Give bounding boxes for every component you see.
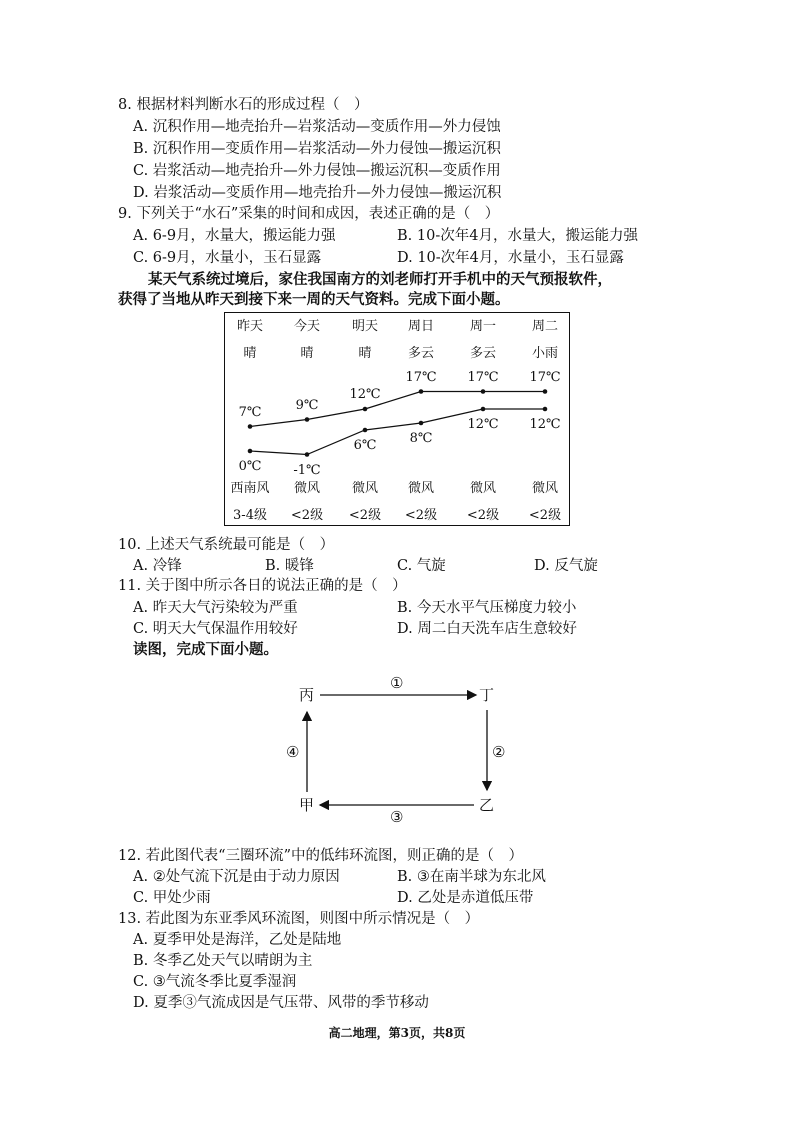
day-label: 周二 bbox=[531, 319, 559, 334]
low-temp-label: 12℃ bbox=[529, 417, 561, 432]
wind-direction: 微风 bbox=[531, 481, 559, 496]
q13-option-b: B. 冬季乙处天气以晴朗为主 bbox=[133, 953, 313, 969]
q9-option-c: C. 6-9月，水量小，玉石显露 bbox=[133, 250, 322, 266]
high-temp-point bbox=[363, 407, 368, 412]
q12-option-a: A. ②处气流下沉是由于动力原因 bbox=[133, 869, 340, 885]
diagram-intro: 读图，完成下面小题。 bbox=[133, 641, 278, 658]
condition-label: 多云 bbox=[407, 346, 435, 361]
low-temp-label: -1℃ bbox=[293, 462, 321, 478]
arrow-label-3: ③ bbox=[390, 808, 404, 826]
day-label: 昨天 bbox=[236, 319, 264, 334]
q11-option-a: A. 昨天大气污染较为严重 bbox=[133, 600, 298, 616]
q9-stem: 9. 下列关于“水石”采集的时间和成因，表述正确的是（ ） bbox=[118, 206, 500, 222]
day-label: 明天 bbox=[351, 319, 379, 334]
q8-option-d: D. 岩浆活动—变质作用—地壳抬升—外力侵蚀—搬运沉积 bbox=[133, 185, 502, 201]
q8-option-a: A. 沉积作用—地壳抬升—岩浆活动—变质作用—外力侵蚀 bbox=[133, 119, 501, 135]
q13-stem: 13. 若此图为东亚季风环流图，则图中所示情况是（ ） bbox=[118, 911, 480, 927]
q9-option-a: A. 6-9月，水量大，搬运能力强 bbox=[133, 228, 336, 244]
high-temp-point bbox=[305, 417, 310, 422]
wind-level: <2级 bbox=[348, 508, 382, 523]
high-temp-point bbox=[248, 424, 253, 429]
wind-direction: 微风 bbox=[293, 481, 321, 496]
wind-direction: 西南风 bbox=[230, 481, 270, 496]
q12-stem: 12. 若此图代表“三圈环流”中的低纬环流图，则正确的是（ ） bbox=[118, 848, 523, 864]
q13-option-d: D. 夏季③气流成因是气压带、风带的季节移动 bbox=[133, 995, 429, 1011]
q13-option-a: A. 夏季甲处是海洋，乙处是陆地 bbox=[133, 932, 342, 948]
low-temp-line bbox=[250, 409, 545, 455]
q12-option-c: C. 甲处少雨 bbox=[133, 890, 211, 906]
weather-intro-line-1: 某天气系统过境后，家住我国南方的刘老师打开手机中的天气预报软件， bbox=[148, 271, 612, 288]
high-temp-point bbox=[543, 389, 548, 394]
q9-option-d: D. 10-次年4月，水量小，玉石显露 bbox=[397, 250, 624, 266]
weather-intro-line-2: 获得了当地从昨天到接下来一周的天气资料。完成下面小题。 bbox=[118, 291, 510, 308]
q8-option-b: B. 沉积作用—变质作用—岩浆活动—外力侵蚀—搬运沉积 bbox=[133, 141, 501, 157]
corner-jia: 甲 bbox=[299, 796, 315, 814]
wind-direction: 微风 bbox=[351, 481, 379, 496]
low-temp-point bbox=[419, 421, 424, 426]
page-footer: 高二地理，第3页，共8页 bbox=[328, 1026, 466, 1040]
high-temp-point bbox=[419, 389, 424, 394]
q11-option-d: D. 周二白天洗车店生意较好 bbox=[397, 621, 577, 637]
q9-option-b: B. 10-次年4月，水量大，搬运能力强 bbox=[397, 228, 638, 244]
q10-option-a: A. 冷锋 bbox=[133, 558, 182, 574]
q10-option-c: C. 气旋 bbox=[397, 558, 446, 574]
low-temp-point bbox=[543, 407, 548, 412]
q10-stem: 10. 上述天气系统最可能是（ ） bbox=[118, 537, 335, 553]
wind-level: <2级 bbox=[466, 508, 500, 523]
arrow-label-1: ① bbox=[390, 674, 404, 692]
corner-yi: 乙 bbox=[479, 796, 495, 814]
high-temp-label: 17℃ bbox=[405, 369, 437, 385]
day-label: 周一 bbox=[469, 319, 497, 334]
weather-forecast-table bbox=[224, 312, 570, 526]
q11-stem: 11. 关于图中所示各日的说法正确的是（ ） bbox=[118, 578, 407, 594]
low-temp-label: 12℃ bbox=[467, 417, 499, 432]
corner-ding: 丁 bbox=[479, 686, 495, 704]
low-temp-point bbox=[305, 452, 310, 457]
q12-option-d: D. 乙处是赤道低压带 bbox=[397, 890, 534, 906]
wind-level: <2级 bbox=[290, 508, 324, 523]
corner-bing: 丙 bbox=[299, 686, 315, 704]
low-temp-point bbox=[481, 407, 486, 412]
day-label: 今天 bbox=[293, 319, 321, 334]
day-label: 周日 bbox=[407, 319, 435, 334]
low-temp-point bbox=[248, 449, 253, 454]
low-temp-label: 8℃ bbox=[409, 431, 433, 446]
temperature-chart bbox=[225, 313, 571, 527]
q11-option-b: B. 今天水平气压梯度力较小 bbox=[397, 600, 577, 616]
condition-label: 晴 bbox=[243, 346, 257, 361]
wind-direction: 微风 bbox=[407, 481, 435, 496]
wind-direction: 微风 bbox=[469, 481, 497, 496]
q10-option-b: B. 暖锋 bbox=[265, 558, 314, 574]
high-temp-label: 7℃ bbox=[238, 404, 262, 420]
q10-option-d: D. 反气旋 bbox=[534, 558, 598, 574]
high-temp-label: 9℃ bbox=[295, 397, 319, 413]
q8-stem: 8. 根据材料判断水石的形成过程（ ） bbox=[118, 97, 369, 113]
wind-level: 3-4级 bbox=[233, 508, 267, 523]
condition-label: 多云 bbox=[469, 346, 497, 361]
wind-level: <2级 bbox=[528, 508, 562, 523]
low-temp-label: 6℃ bbox=[353, 438, 377, 453]
high-temp-point bbox=[481, 389, 486, 394]
q13-option-c: C. ③气流冬季比夏季湿润 bbox=[133, 974, 297, 990]
q8-option-c: C. 岩浆活动—地壳抬升—外力侵蚀—搬运沉积—变质作用 bbox=[133, 163, 501, 179]
q12-option-b: B. ③在南半球为东北风 bbox=[397, 869, 546, 885]
condition-label: 晴 bbox=[300, 346, 314, 361]
low-temp-point bbox=[363, 428, 368, 433]
high-temp-label: 17℃ bbox=[529, 369, 561, 385]
high-temp-label: 12℃ bbox=[349, 387, 381, 402]
q11-option-c: C. 明天大气保温作用较好 bbox=[133, 621, 298, 637]
condition-label: 小雨 bbox=[531, 346, 559, 361]
low-temp-label: 0℃ bbox=[238, 459, 262, 474]
high-temp-label: 17℃ bbox=[467, 369, 499, 385]
circulation-diagram bbox=[286, 668, 526, 826]
arrow-label-4: ④ bbox=[286, 743, 300, 761]
condition-label: 晴 bbox=[358, 346, 372, 361]
wind-level: <2级 bbox=[404, 508, 438, 523]
arrow-label-2: ② bbox=[492, 743, 506, 761]
